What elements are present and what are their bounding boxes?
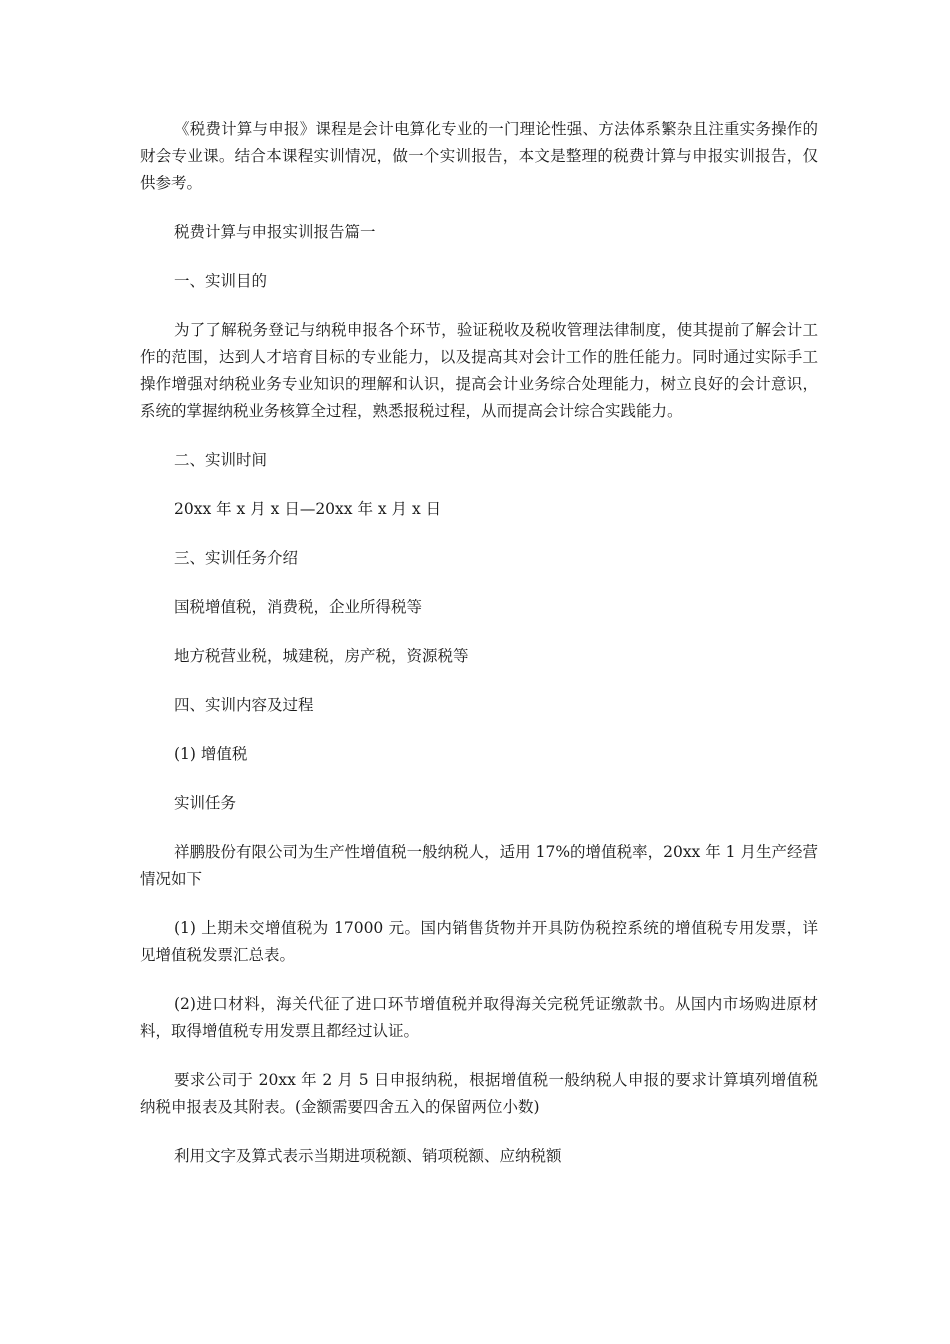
- section-heading-content: 四、实训内容及过程: [174, 696, 314, 714]
- item-2: (2)进口材料，海关代征了进口环节增值税并取得海关完税凭证缴款书。从国内市场购进原材料，取得增值税专用发票且都经过认证。: [140, 995, 818, 1040]
- purpose-paragraph: 为了了解税务登记与纳税申报各个环节，验证税收及税收管理法律制度，使其提前了解会计工作的范围，达到人才培育目标的专业能力，以及提高其对会计工作的胜任能力。同时通过实际手工操作增强对纳税业务专业知识的理解和认识，提高会计业务综合处理能力，树立良好的会计意识，系统的掌握纳税业务核算全过程，熟悉报税过程，从而提高会计综合实践能力。: [140, 321, 818, 420]
- company-description: 祥鹏股份有限公司为生产性增值税一般纳税人，适用 17%的增值税率，20xx 年 1 月生产经营情况如下: [140, 843, 818, 888]
- intro-paragraph: 《税费计算与申报》课程是会计电算化专业的一门理论性强、方法体系繁杂且注重实务操作的财会专业课。结合本课程实训情况，做一个实训报告，本文是整理的税费计算与申报实训报告，仅供参考。: [140, 120, 818, 192]
- section-heading-purpose: 一、实训目的: [174, 272, 268, 290]
- calculation-instruction: 利用文字及算式表示当期进项税额、销项税额、应纳税额: [174, 1147, 562, 1165]
- section-heading-time: 二、实训时间: [174, 451, 268, 469]
- training-task-label: 实训任务: [174, 794, 237, 812]
- local-tax-line: 地方税营业税，城建税，房产税，资源税等: [174, 647, 469, 665]
- document-body: [140, 116, 818, 1170]
- requirement-paragraph: 要求公司于 20xx 年 2 月 5 日申报纳税，根据增值税一般纳税人申报的要求计算填列增值税纳税申报表及其附表。(金额需要四舍五入的保留两位小数): [140, 1071, 818, 1116]
- item-1: (1) 上期未交增值税为 17000 元。国内销售货物并开具防伪税控系统的增值税专用发票，详见增值税发票汇总表。: [140, 919, 818, 964]
- section-heading-tasks: 三、实训任务介绍: [174, 549, 299, 567]
- training-dates: 20xx 年 x 月 x 日—20xx 年 x 月 x 日: [174, 500, 442, 518]
- subsection-vat: (1) 增值税: [174, 745, 248, 763]
- report-title: 税费计算与申报实训报告篇一: [174, 223, 376, 241]
- national-tax-line: 国税增值税，消费税，企业所得税等: [174, 598, 423, 616]
